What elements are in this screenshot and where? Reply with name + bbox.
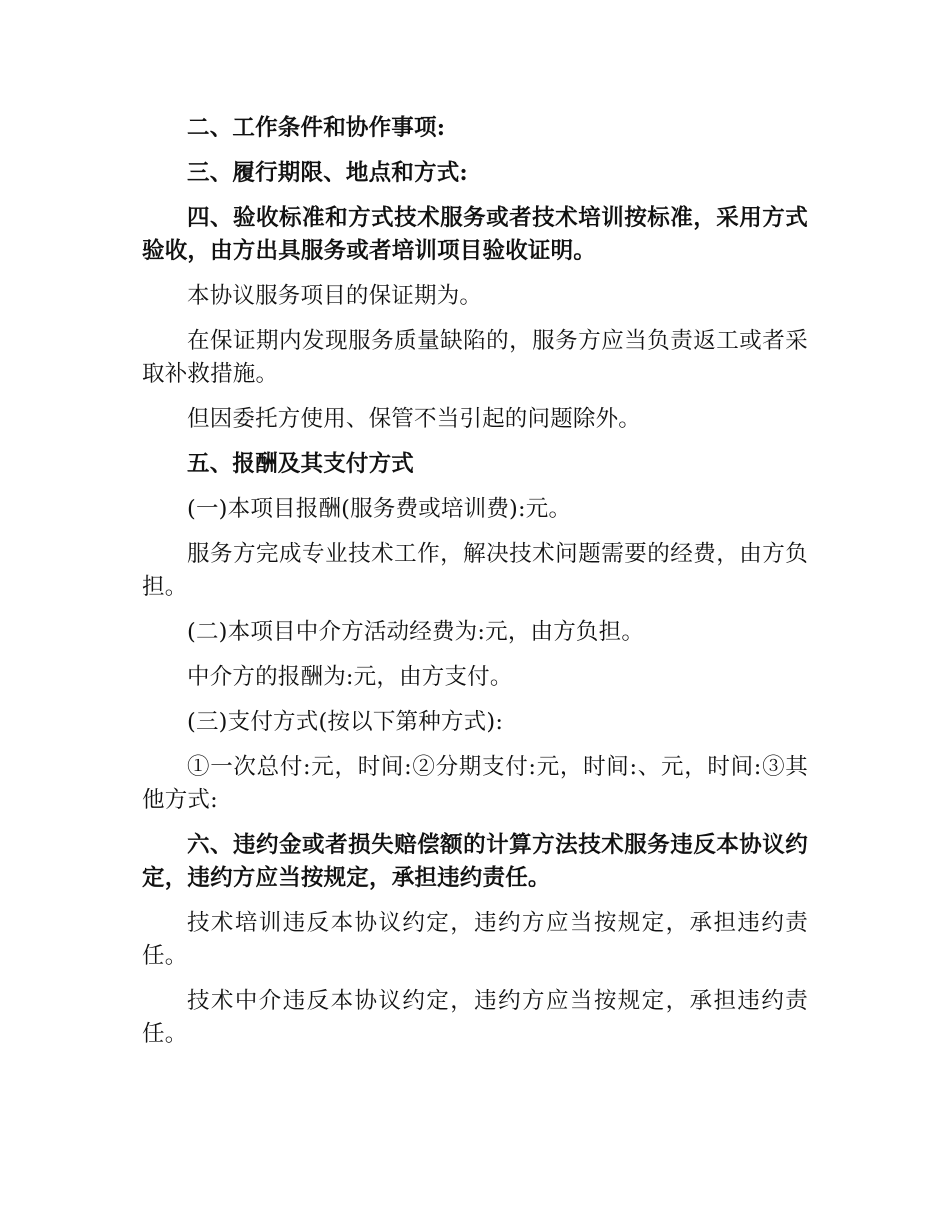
section-6-heading: 六、违约金或者损失赔偿额的计算方法技术服务违反本协议约定，违约方应当按规定，承担违约责任。 xyxy=(142,832,808,891)
intermediary-fee-paragraph: 中介方的报酬为:元，由方支付。 xyxy=(187,664,513,690)
remuneration-expense-paragraph: 服务方完成专业技术工作，解决技术问题需要的经费，由方负担。 xyxy=(142,541,808,600)
document-page xyxy=(142,112,808,1063)
section-2-heading: 二、工作条件和协作事项: xyxy=(187,115,446,141)
remuneration-item-1: (一)本项目报酬(服务费或培训费):元。 xyxy=(187,496,572,522)
section-3-heading: 三、履行期限、地点和方式: xyxy=(187,160,468,186)
payment-options-paragraph: ①一次总付:元，时间:②分期支付:元，时间:、元，时间:③其他方式: xyxy=(142,754,808,813)
section-5-heading: 五、报酬及其支付方式 xyxy=(187,451,415,477)
warranty-period-paragraph: 本协议服务项目的保证期为。 xyxy=(187,283,483,309)
section-4-heading: 四、验收标准和方式技术服务或者技术培训按标准，采用方式验收，由方出具服务或者培训项目验收证明。 xyxy=(142,205,808,264)
payment-method-item-3: (三)支付方式(按以下第种方式): xyxy=(187,709,504,735)
warranty-defect-paragraph: 在保证期内发现服务质量缺陷的，服务方应当负责返工或者采取补救措施。 xyxy=(142,328,808,387)
training-breach-paragraph: 技术培训违反本协议约定，违约方应当按规定，承担违约责任。 xyxy=(142,910,808,969)
warranty-exception-paragraph: 但因委托方使用、保管不当引起的问题除外。 xyxy=(187,406,642,432)
remuneration-item-2: (二)本项目中介方活动经费为:元，由方负担。 xyxy=(187,619,645,645)
intermediary-breach-paragraph: 技术中介违反本协议约定，违约方应当按规定，承担违约责任。 xyxy=(142,988,808,1047)
